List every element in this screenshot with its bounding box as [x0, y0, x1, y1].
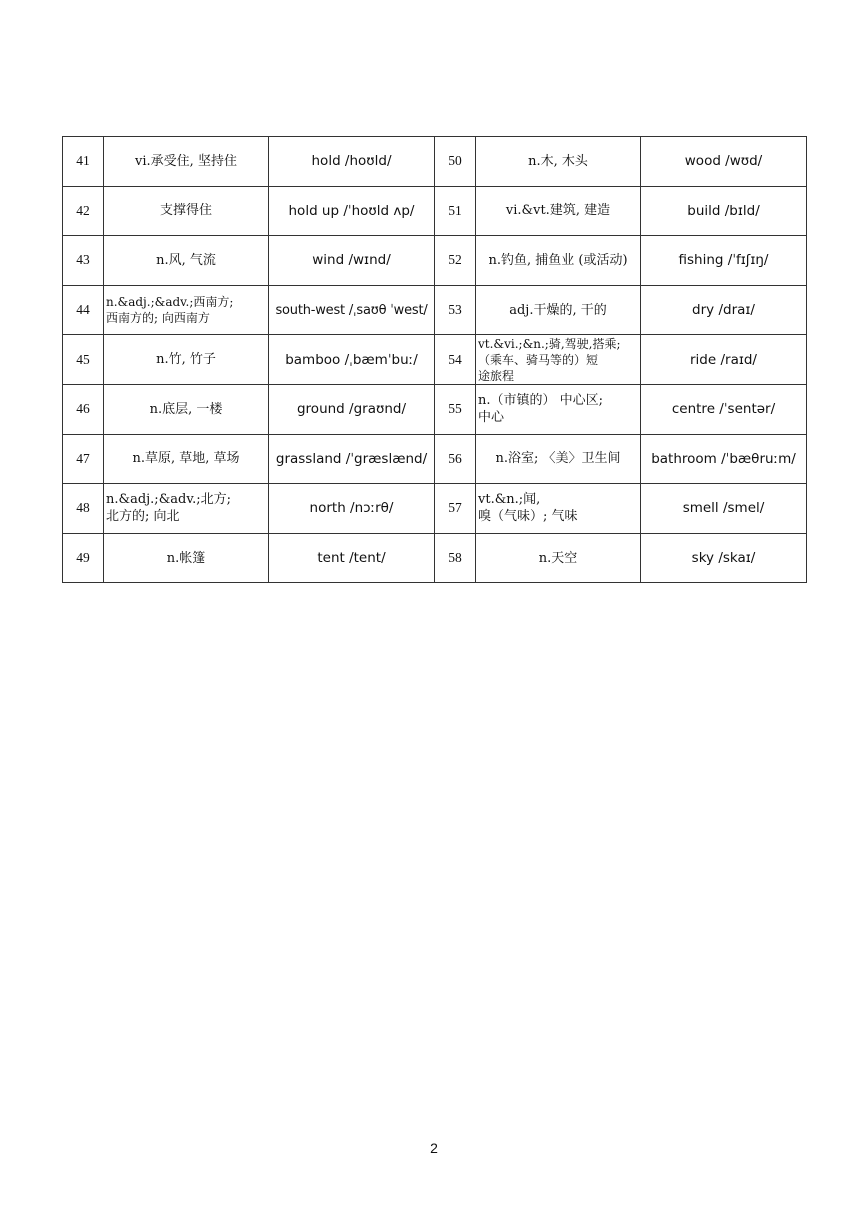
- english-word: south-west /ˌsaʊθ ˈwest/: [269, 285, 435, 335]
- table-row: [63, 384, 807, 434]
- chinese-meaning: n.木, 木头: [476, 137, 641, 187]
- chinese-meaning: vi.&vt.建筑, 建造: [476, 186, 641, 236]
- entry-number: 46: [63, 384, 104, 434]
- chinese-meaning: n.竹, 竹子: [104, 335, 269, 385]
- entry-number: 47: [63, 434, 104, 484]
- chinese-meaning: vt.&n.;闻, 嗅（气味）; 气味: [476, 484, 641, 534]
- table-row: [63, 533, 807, 583]
- table-row: [63, 484, 807, 534]
- table-row: [63, 434, 807, 484]
- entry-number: 58: [435, 533, 476, 583]
- english-word: bamboo /ˌbæmˈbuː/: [269, 335, 435, 385]
- chinese-meaning: n.风, 气流: [104, 236, 269, 286]
- entry-number: 45: [63, 335, 104, 385]
- entry-number: 44: [63, 285, 104, 335]
- english-word: bathroom /ˈbæθruːm/: [641, 434, 807, 484]
- english-word: hold up /ˈhoʊld ʌp/: [269, 186, 435, 236]
- entry-number: 53: [435, 285, 476, 335]
- table-row: [63, 186, 807, 236]
- english-word: north /nɔːrθ/: [269, 484, 435, 534]
- entry-number: 52: [435, 236, 476, 286]
- english-word: smell /smel/: [641, 484, 807, 534]
- entry-number: 49: [63, 533, 104, 583]
- english-word: fishing /ˈfɪʃɪŋ/: [641, 236, 807, 286]
- table-row: [63, 335, 807, 385]
- english-word: ground /graʊnd/: [269, 384, 435, 434]
- page-number: 2: [430, 1140, 438, 1156]
- english-word: wind /wɪnd/: [269, 236, 435, 286]
- entry-number: 54: [435, 335, 476, 385]
- entry-number: 50: [435, 137, 476, 187]
- chinese-meaning: 支撑得住: [104, 186, 269, 236]
- chinese-meaning: vt.&vi.;&n.;骑,驾驶,搭乘; （乘车、骑马等的）短 途旅程: [476, 335, 641, 385]
- chinese-meaning: n.底层, 一楼: [104, 384, 269, 434]
- english-word: build /bɪld/: [641, 186, 807, 236]
- entry-number: 48: [63, 484, 104, 534]
- entry-number: 56: [435, 434, 476, 484]
- entry-number: 57: [435, 484, 476, 534]
- chinese-meaning: adj.干燥的, 干的: [476, 285, 641, 335]
- chinese-meaning: n.浴室; 〈美〉卫生间: [476, 434, 641, 484]
- english-word: hold /hoʊld/: [269, 137, 435, 187]
- english-word: dry /draɪ/: [641, 285, 807, 335]
- entry-number: 41: [63, 137, 104, 187]
- entry-number: 43: [63, 236, 104, 286]
- chinese-meaning: n.&adj.;&adv.;西南方; 西南方的; 向西南方: [104, 285, 269, 335]
- chinese-meaning: n.（市镇的） 中心区; 中心: [476, 384, 641, 434]
- chinese-meaning: n.钓鱼, 捕鱼业 (或活动): [476, 236, 641, 286]
- english-word: ride /raɪd/: [641, 335, 807, 385]
- english-word: centre /ˈsentər/: [641, 384, 807, 434]
- chinese-meaning: vi.承受住, 坚持住: [104, 137, 269, 187]
- english-word: sky /skaɪ/: [641, 533, 807, 583]
- entry-number: 51: [435, 186, 476, 236]
- entry-number: 55: [435, 384, 476, 434]
- entry-number: 42: [63, 186, 104, 236]
- table-row: [63, 236, 807, 286]
- chinese-meaning: n.&adj.;&adv.;北方; 北方的; 向北: [104, 484, 269, 534]
- vocabulary-table: [62, 136, 807, 583]
- chinese-meaning: n.草原, 草地, 草场: [104, 434, 269, 484]
- english-word: wood /wʊd/: [641, 137, 807, 187]
- english-word: tent /tent/: [269, 533, 435, 583]
- english-word: grassland /ˈgræslænd/: [269, 434, 435, 484]
- table-row: [63, 137, 807, 187]
- table-row: [63, 285, 807, 335]
- chinese-meaning: n.天空: [476, 533, 641, 583]
- chinese-meaning: n.帐篷: [104, 533, 269, 583]
